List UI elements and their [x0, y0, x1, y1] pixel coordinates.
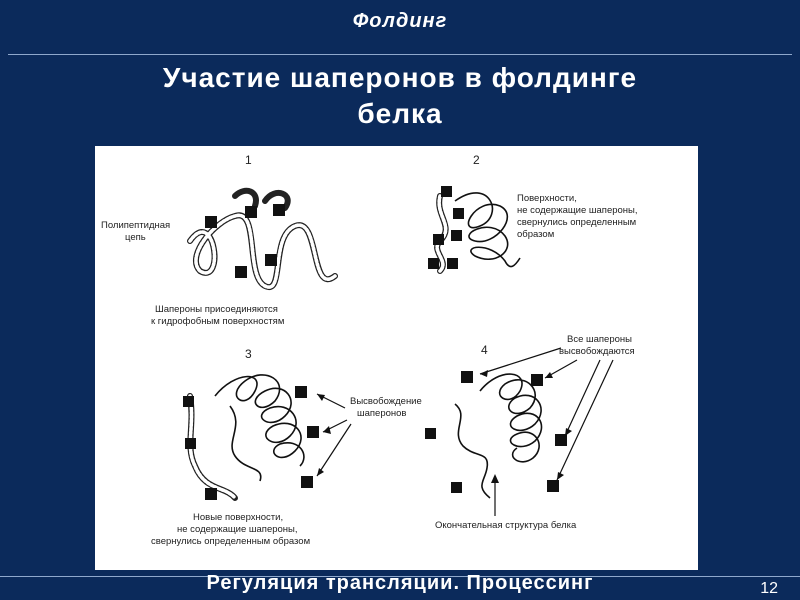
- page-number: 12: [760, 580, 778, 597]
- chaperone-square: [531, 374, 543, 386]
- step-number-3: 3: [245, 347, 252, 361]
- chaperone-square: [183, 396, 194, 407]
- label-final-structure: Окончательная структура белка: [435, 520, 577, 531]
- chaperone-square: [307, 426, 319, 438]
- label-polypeptide-line1: Полипептидная: [101, 220, 171, 231]
- label-all-released-line2: высвобождаются: [559, 346, 635, 357]
- label-release-line1: Высвобождение: [350, 396, 422, 407]
- panel-2: [428, 153, 638, 271]
- chaperone-square: [451, 482, 462, 493]
- slide-title-line1: Участие шаперонов в фолдинге: [162, 62, 638, 93]
- chaperone-square: [461, 371, 473, 383]
- label-all-released-line1: Все шапероны: [567, 334, 632, 345]
- chaperone-square: [447, 258, 458, 269]
- chaperone-folding-figure: [95, 146, 698, 570]
- header-divider: [8, 54, 792, 55]
- chaperone-square: [425, 428, 436, 439]
- chaperone-square: [453, 208, 464, 219]
- panel-4: [425, 334, 635, 531]
- label-surfaces-line3: свернулись определенным: [517, 217, 637, 228]
- chaperone-square: [273, 204, 285, 216]
- panel-3: [151, 347, 422, 547]
- section-title: Фолдинг: [352, 10, 448, 32]
- label-new-surfaces-line2: не содержащие шапероны,: [177, 524, 298, 535]
- panel-1: [101, 153, 335, 327]
- chaperone-square: [295, 386, 307, 398]
- step-number-4: 4: [481, 343, 488, 357]
- slide-title: [60, 60, 740, 132]
- chaperone-square: [451, 230, 462, 241]
- step-number-1: 1: [245, 153, 252, 167]
- chaperone-square: [547, 480, 559, 492]
- chaperone-square: [301, 476, 313, 488]
- slide-title-line2: белка: [357, 98, 443, 129]
- label-new-surfaces-line1: Новые поверхности,: [193, 512, 284, 523]
- chaperone-square: [433, 234, 444, 245]
- chaperone-square: [205, 216, 217, 228]
- footer-title: Регуляция трансляции. Процессинг: [206, 572, 594, 594]
- label-surfaces-line4: образом: [517, 229, 555, 240]
- label-chaperones-attach-line1: Шапероны присоединяются: [155, 304, 278, 315]
- label-polypeptide-line2: цепь: [125, 232, 146, 243]
- label-surfaces-line2: не содержащие шапероны,: [517, 205, 638, 216]
- figure-drawing: [95, 146, 698, 570]
- label-surfaces-line1: Поверхности,: [517, 193, 577, 204]
- chaperone-square: [441, 186, 452, 197]
- chaperone-square: [235, 266, 247, 278]
- label-release-line2: шаперонов: [357, 408, 407, 419]
- chaperone-square: [205, 488, 217, 500]
- chaperone-square: [428, 258, 439, 269]
- label-chaperones-attach-line2: к гидрофобным поверхностям: [151, 316, 285, 327]
- chaperone-square: [265, 254, 277, 266]
- chaperone-square: [185, 438, 196, 449]
- step-number-2: 2: [473, 153, 480, 167]
- chaperone-square: [245, 206, 257, 218]
- label-new-surfaces-line3: свернулись определенным образом: [151, 536, 311, 547]
